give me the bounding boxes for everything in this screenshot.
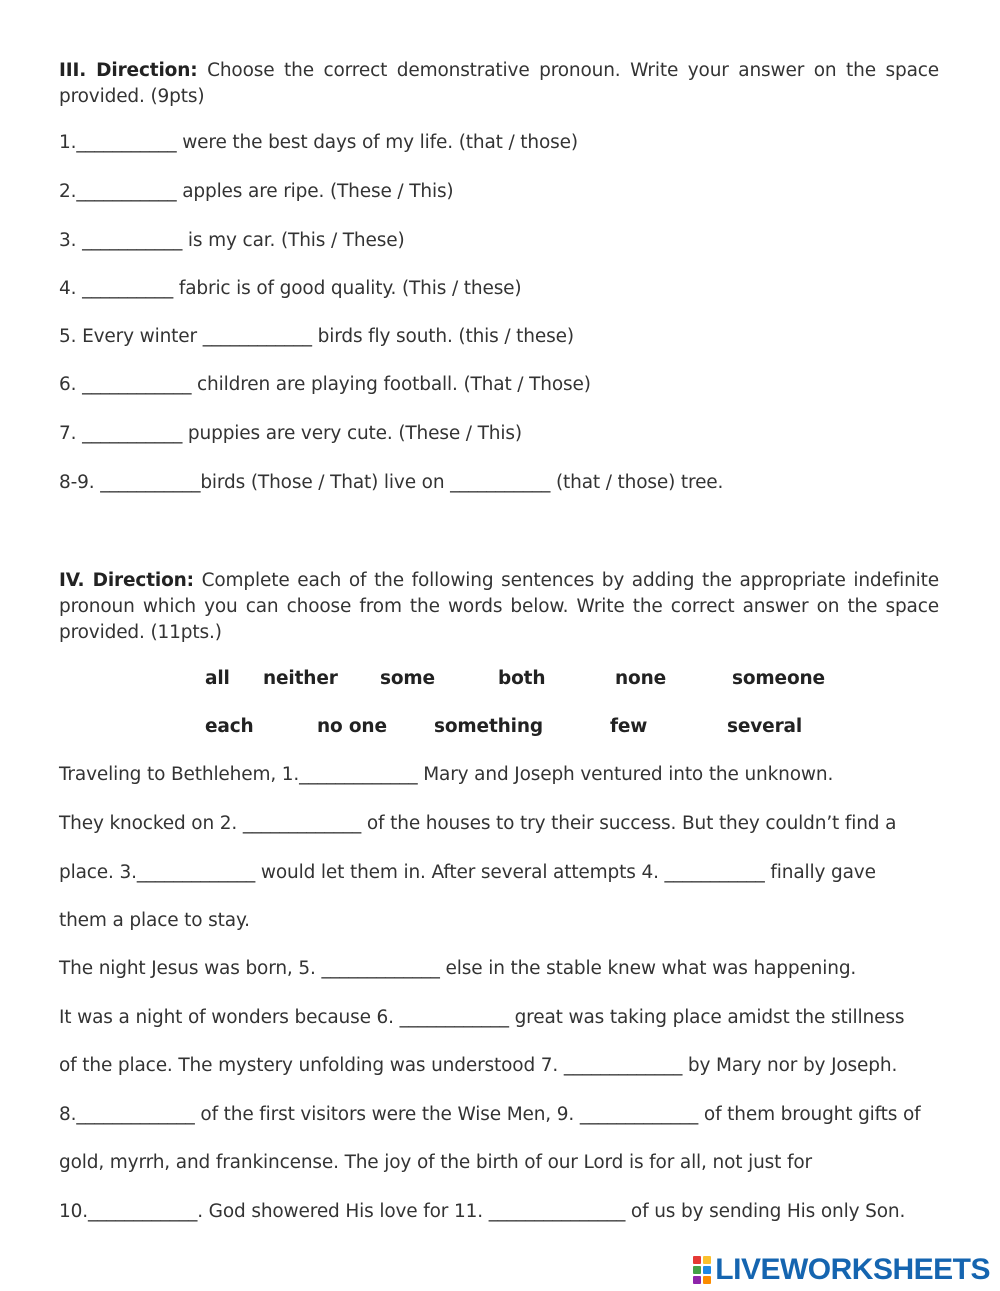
word-bank-item: no one [317,716,387,737]
story-line-4: them a place to stay. [59,910,250,931]
word-bank-item: all [205,668,230,689]
answer-blank-9[interactable]: ___________ [450,472,551,493]
story-blank-11[interactable]: _______________ [488,1201,626,1222]
word-bank-item: neither [263,668,338,689]
section-3-direction-text: Choose the correct demonstrative pronoun. Write your answer on the space provided. (9pts) [59,60,940,107]
word-bank-item: each [205,716,254,737]
question-7: 7. ___________ puppies are very cute. (These / This) [59,423,522,444]
question-4: 4. __________ fabric is of good quality. (This / these) [59,278,522,299]
liveworksheets-logo[interactable] [693,1255,990,1285]
word-bank-item: some [380,668,435,689]
answer-blank-1[interactable]: ___________ [76,132,177,153]
word-bank-item: none [615,668,666,689]
story-line-7: of the place. The mystery unfolding was understood 7. _____________ by Mary nor by Joseph. [59,1055,898,1076]
word-bank-item: something [434,716,543,737]
question-8-9: 8-9. ___________birds (Those / That) live on ___________ (that / those) tree. [59,472,724,493]
story-line-2: They knocked on 2. _____________ of the houses to try their success. But they couldn’t find a [59,813,897,834]
story-line-9: gold, myrrh, and frankincense. The joy of the birth of our Lord is for all, not just for [59,1152,812,1173]
story-blank-8[interactable]: _____________ [76,1104,195,1125]
story-blank-7[interactable]: _____________ [563,1055,683,1076]
story-line-8: 8._____________ of the first visitors were the Wise Men, 9. _____________ of them brought gifts of [59,1104,921,1125]
word-bank-item: several [727,716,803,737]
story-blank-9[interactable]: _____________ [579,1104,699,1125]
section-4-direction [59,568,939,646]
liveworksheets-logo-icon [693,1256,711,1284]
story-blank-1[interactable]: _____________ [299,764,418,785]
story-line-1: Traveling to Bethlehem, 1._____________ Mary and Joseph ventured into the unknown. [59,764,834,785]
story-line-10: 10.____________. God showered His love for 11. _______________ of us by sending His only Son. [59,1201,906,1222]
question-1: 1.___________ were the best days of my life. (that / those) [59,132,578,153]
answer-blank-6[interactable]: ____________ [82,374,192,395]
answer-blank-3[interactable]: ___________ [82,230,183,251]
answer-blank-2[interactable]: ___________ [76,181,177,202]
answer-blank-7[interactable]: ___________ [82,423,183,444]
story-blank-6[interactable]: ____________ [399,1007,509,1028]
logo-text: LIVEWORKSHEETS [715,1253,990,1286]
story-line-6: It was a night of wonders because 6. ____________ great was taking place amidst the stillness [59,1007,905,1028]
question-5: 5. Every winter ____________ birds fly south. (this / these) [59,326,574,347]
story-blank-2[interactable]: _____________ [242,813,362,834]
word-bank-item: someone [732,668,825,689]
story-blank-4[interactable]: ___________ [664,862,765,883]
section-4-label: IV. Direction: [59,570,194,591]
story-blank-5[interactable]: _____________ [321,958,440,979]
section-3-direction [59,58,939,110]
question-2: 2.___________ apples are ripe. (These / This) [59,181,454,202]
answer-blank-5[interactable]: ____________ [202,326,312,347]
answer-blank-8[interactable]: ___________ [100,472,201,493]
section-4-direction-text: Complete each of the following sentences by adding the appropriate indefinite pronoun which you can choose from the words below. Write the correct answer on the space provided. (11pts.) [59,570,940,643]
word-bank-item: both [498,668,546,689]
story-line-3: place. 3._____________ would let them in. After several attempts 4. ___________ finally gave [59,862,876,883]
story-line-5: The night Jesus was born, 5. _____________ else in the stable knew what was happening. [59,958,857,979]
section-3-label: III. Direction: [59,60,198,81]
word-bank-item: few [610,716,648,737]
story-blank-3[interactable]: _____________ [136,862,256,883]
question-3: 3. ___________ is my car. (This / These) [59,230,405,251]
question-6: 6. ____________ children are playing football. (That / Those) [59,374,591,395]
story-blank-10[interactable]: ____________ [87,1201,198,1222]
answer-blank-4[interactable]: __________ [82,278,174,299]
